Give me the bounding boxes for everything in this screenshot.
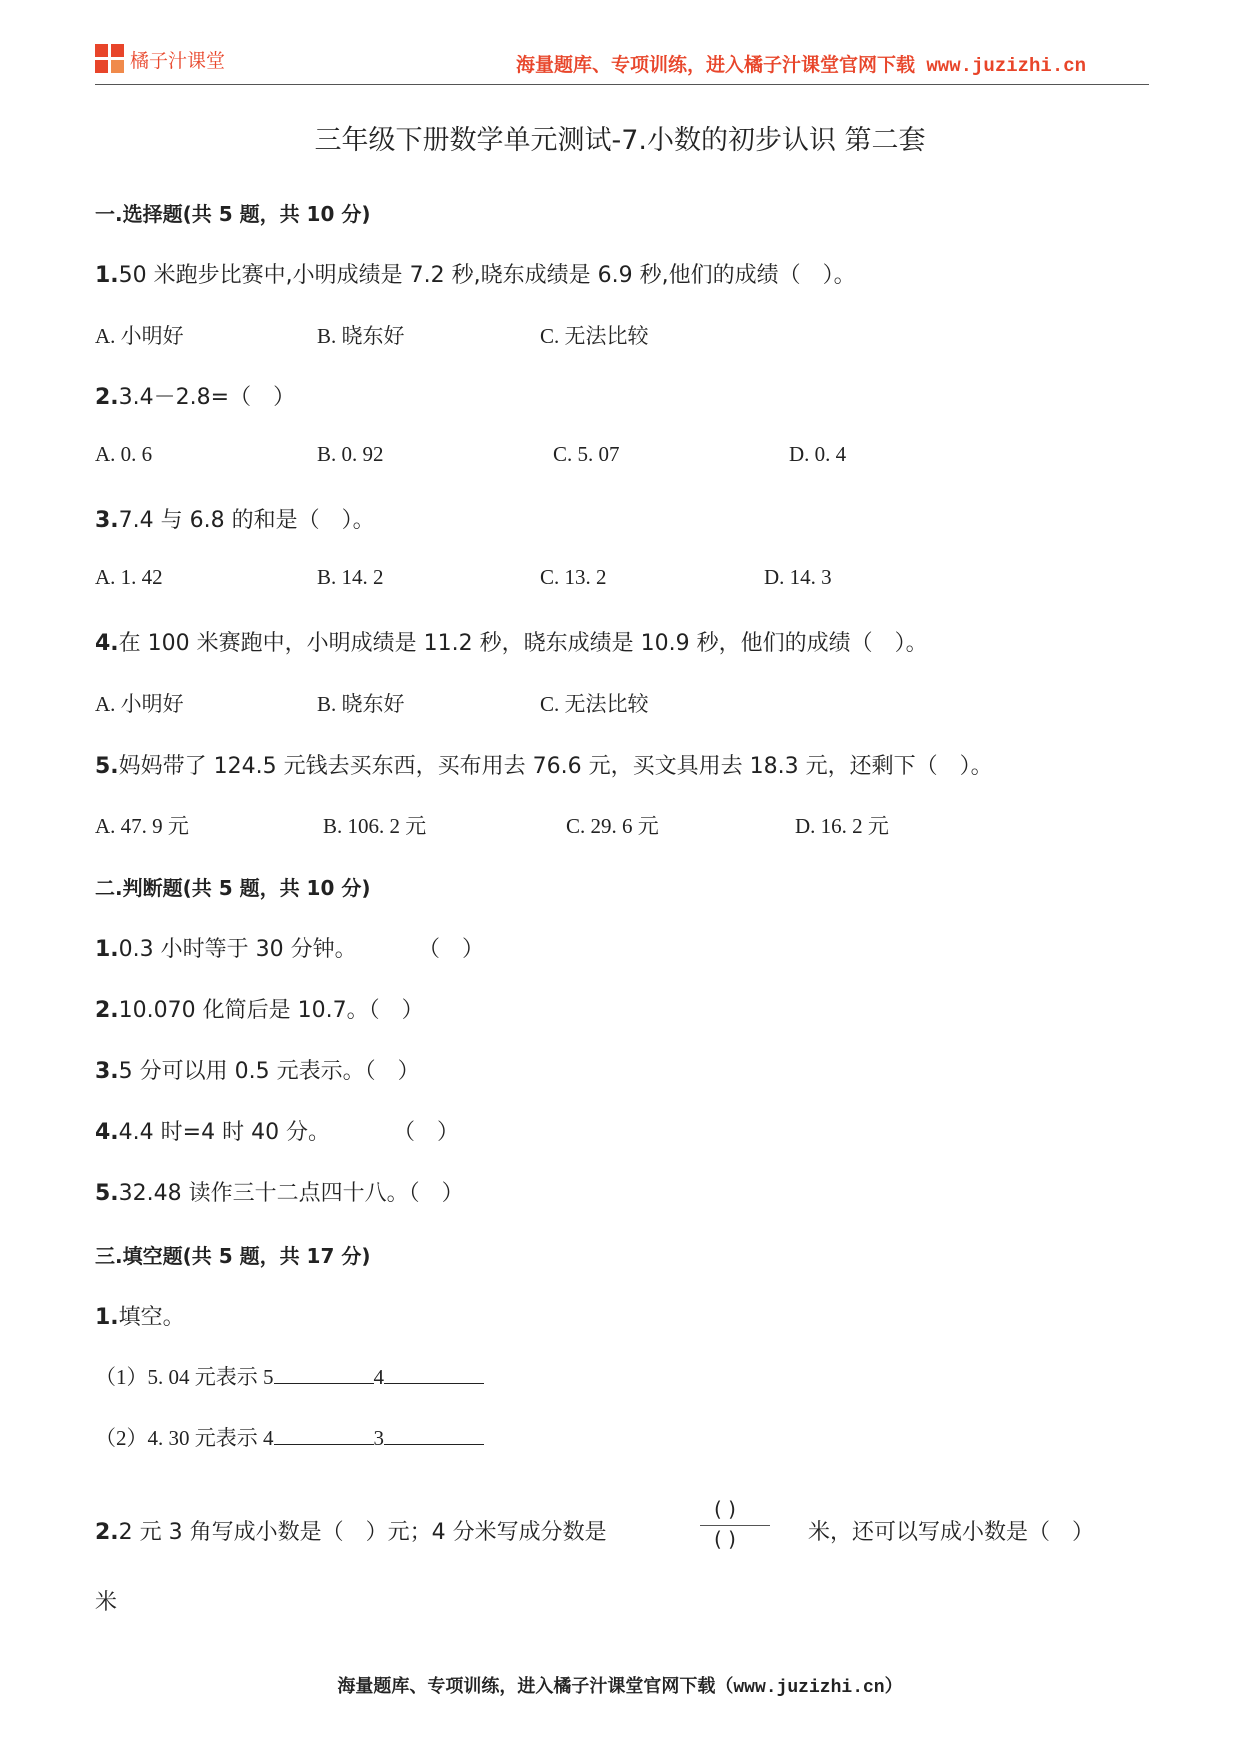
- option-c: C. 无法比较: [540, 324, 649, 348]
- question-1-5: 5.妈妈带了 124.5 元钱去买东西，买布用去 76.6 元，买文具用去 18.3 元，还剩下（ ）。: [95, 754, 993, 779]
- judge-item-5: 5.32.48 读作三十二点四十八。（ ）: [95, 1181, 464, 1206]
- answer-blank[interactable]: [384, 1363, 484, 1384]
- judge-item-2: 2.10.070 化简后是 10.7。（ ）: [95, 998, 424, 1023]
- fraction-blank[interactable]: ( ) ( ): [700, 1495, 770, 1555]
- option-c: C. 无法比较: [540, 692, 649, 716]
- judge-item-4: 4.4.4 时=4 时 40 分。: [95, 1120, 331, 1145]
- fill-question-2: 2.2 元 3 角写成小数是（ ）元；4 分米写成分数是: [95, 1520, 607, 1545]
- question-1-2: 2.3.4－2.8=（ ）: [95, 385, 296, 410]
- judge-item-3: 3.5 分可以用 0.5 元表示。（ ）: [95, 1059, 420, 1084]
- option-c: C. 13. 2: [540, 565, 607, 589]
- option-a: A. 小明好: [95, 692, 184, 716]
- question-1-3: 3.7.4 与 6.8 的和是（ ）。: [95, 508, 375, 533]
- fill-question-2-unit: 米: [95, 1590, 118, 1615]
- option-b: B. 晓东好: [317, 324, 405, 348]
- brand-name: 橘子汁课堂: [130, 50, 226, 72]
- page-footer: 海量题库、专项训练，进入橘子汁课堂官网下载（www.juzizhi.cn）: [337, 1678, 903, 1698]
- fill-question-2-cont: 米，还可以写成小数是（ ）: [808, 1520, 1095, 1545]
- page-title: 三年级下册数学单元测试-7.小数的初步认识 第二套: [314, 125, 926, 156]
- option-c: C. 5. 07: [553, 442, 620, 466]
- option-d: D. 16. 2 元: [795, 814, 889, 838]
- question-1-4: 4.在 100 米赛跑中，小明成绩是 11.2 秒，晓东成绩是 10.9 秒，他们的成绩（ ）。: [95, 631, 928, 656]
- answer-blank[interactable]: [274, 1363, 374, 1384]
- fill-sub-1: （1）5. 04 元表示 5 4: [95, 1361, 484, 1391]
- option-a: A. 1. 42: [95, 565, 163, 589]
- option-b: B. 晓东好: [317, 692, 405, 716]
- section-heading-choice: 一.选择题(共 5 题，共 10 分): [95, 202, 371, 226]
- option-a: A. 小明好: [95, 324, 184, 348]
- fill-sub-2: （2）4. 30 元表示 4 3: [95, 1422, 484, 1452]
- fill-question-1: 1.填空。: [95, 1305, 185, 1330]
- option-b: B. 106. 2 元: [323, 814, 427, 838]
- brand-logo-icon: [95, 44, 125, 74]
- judge-item-1-paren: （ ）: [418, 937, 485, 962]
- option-c: C. 29. 6 元: [566, 814, 659, 838]
- question-1-1: 1.50 米跑步比赛中,小明成绩是 7.2 秒,晓东成绩是 6.9 秒,他们的成绩（ ）。: [95, 263, 856, 288]
- header-slogan: 海量题库、专项训练，进入橘子汁课堂官网下载 www.juzizhi.cn: [516, 55, 1087, 77]
- option-d: D. 0. 4: [789, 442, 847, 466]
- answer-blank[interactable]: [274, 1424, 374, 1445]
- section-heading-fill: 三.填空题(共 5 题，共 17 分): [95, 1244, 371, 1268]
- option-a: A. 47. 9 元: [95, 814, 189, 838]
- option-a: A. 0. 6: [95, 442, 153, 466]
- option-d: D. 14. 3: [764, 565, 832, 589]
- answer-blank[interactable]: [384, 1424, 484, 1445]
- header-divider: [95, 84, 1149, 85]
- judge-item-1: 1.0.3 小时等于 30 分钟。: [95, 937, 357, 962]
- section-heading-judge: 二.判断题(共 5 题，共 10 分): [95, 876, 371, 900]
- judge-item-4-paren: （ ）: [393, 1120, 460, 1145]
- option-b: B. 14. 2: [317, 565, 384, 589]
- option-b: B. 0. 92: [317, 442, 384, 466]
